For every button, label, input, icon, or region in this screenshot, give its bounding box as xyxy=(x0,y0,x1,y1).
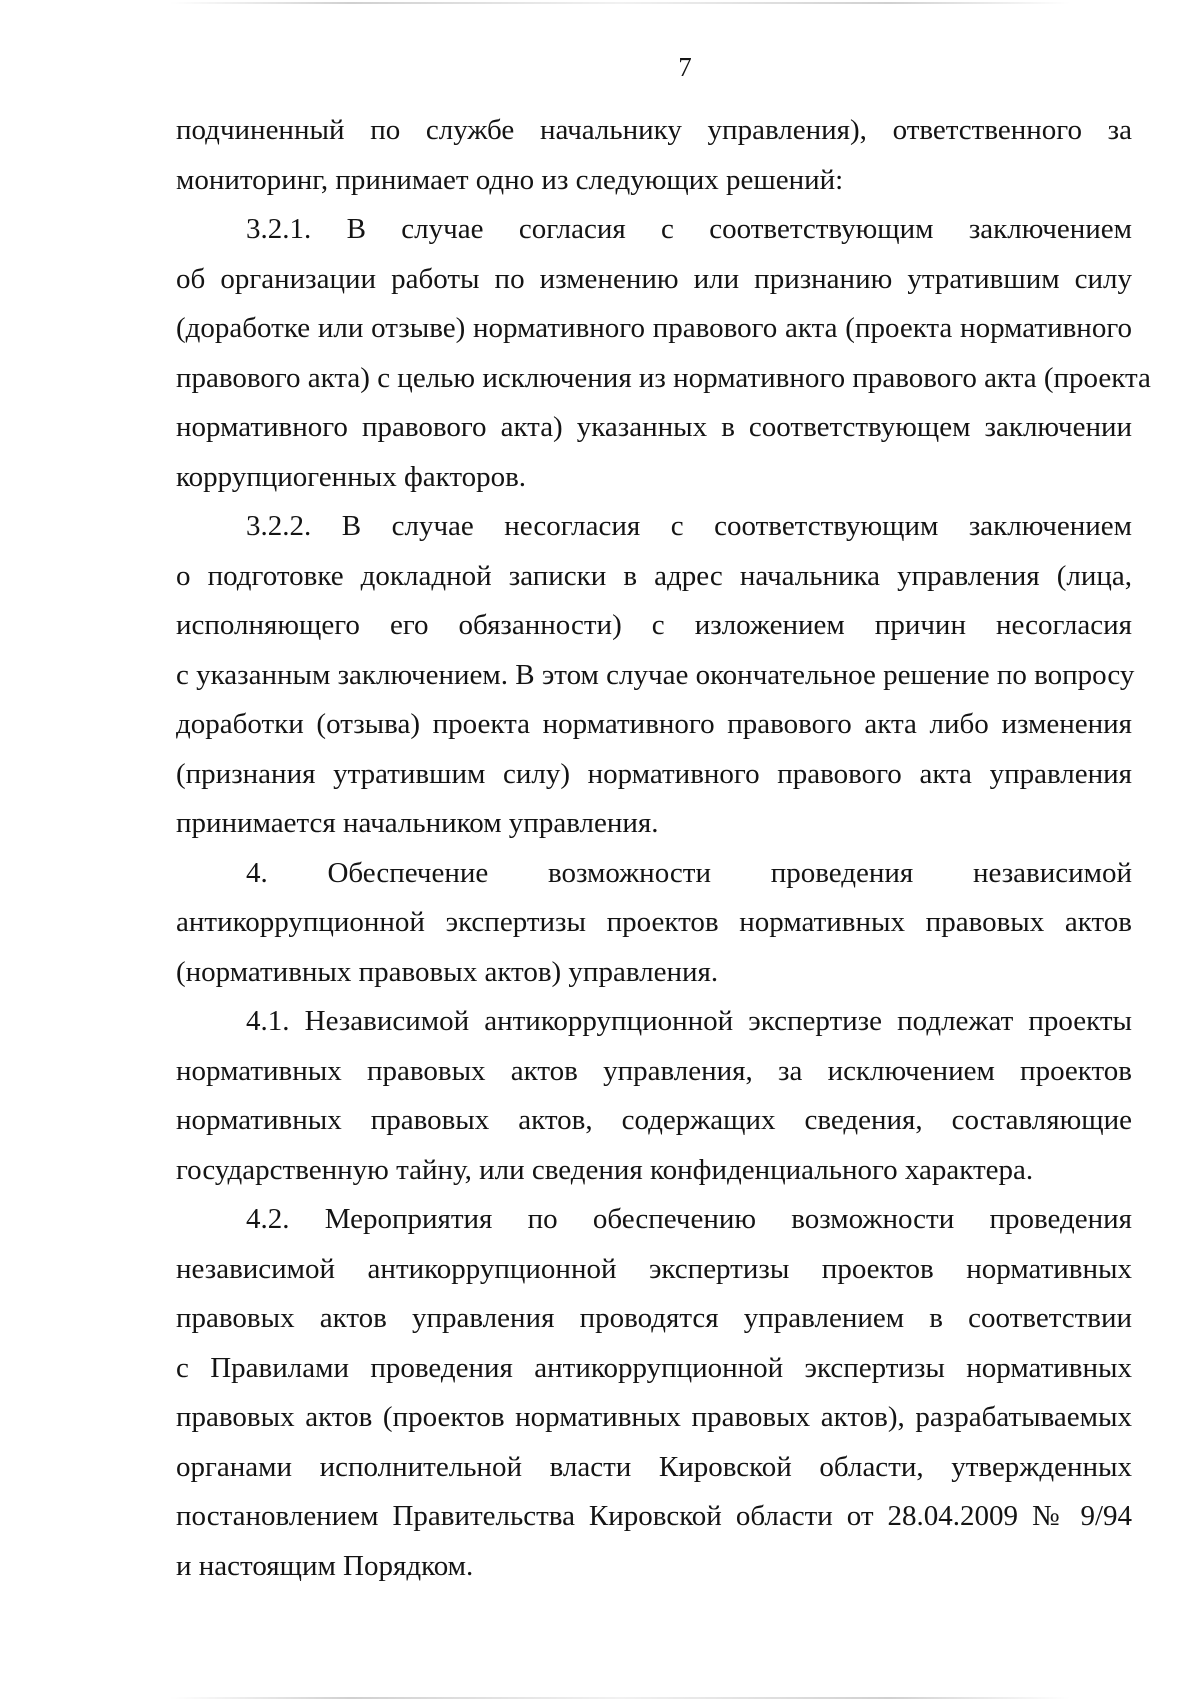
text-line: нормативных правовых актов, содержащих сведения, составляющие xyxy=(176,1104,1132,1136)
text-line: правовых актов (проектов нормативных правовых актов), разрабатываемых xyxy=(176,1401,1132,1433)
paragraph-4-2 xyxy=(176,1195,1132,1591)
text-line: независимой антикоррупционной экспертизы проектов нормативных xyxy=(176,1252,1132,1285)
text-line: постановлением Правительства Кировской области от 28.04.2009 № 9/94 xyxy=(176,1500,1132,1532)
text-line: 3.2.2. В случае несогласия с соответствующим заключением xyxy=(246,510,1132,542)
paragraph-continuation xyxy=(176,106,1132,205)
text-line: антикоррупционной экспертизы проектов нормативных правовых актов xyxy=(176,906,1132,938)
text-line: доработки (отзыва) проекта нормативного правового акта либо изменения xyxy=(176,708,1132,740)
text-line: (доработке или отзыве) нормативного правового акта (проекта нормативного xyxy=(176,312,1132,344)
document-body xyxy=(176,106,1151,1591)
text-line: подчиненный по службе начальнику управления), ответственного за xyxy=(176,114,1132,146)
scan-edge-top xyxy=(170,2,1070,4)
text-line: (признания утратившим силу) нормативного правового акта управления xyxy=(176,757,1132,790)
text-line: 4.2. Мероприятия по обеспечению возможности проведения xyxy=(246,1203,1132,1235)
text-line: правовых актов управления проводятся управлением в соответствии xyxy=(176,1302,1132,1334)
text-line: 4. Обеспечение возможности проведения независимой xyxy=(246,856,1132,889)
text-line: правового акта) с целью исключения из нормативного правового акта (проекта xyxy=(176,361,1151,394)
scan-edge-bottom xyxy=(170,1697,1070,1699)
text-line: 4.1. Независимой антикоррупционной экспертизе подлежат проекты xyxy=(246,1005,1132,1037)
text-line: принимается начальником управления. xyxy=(176,807,659,839)
text-line: о подготовке докладной записки в адрес начальника управления (лица, xyxy=(176,559,1132,592)
page-number: 7 xyxy=(678,52,692,82)
text-line: мониторинг, принимает одно из следующих решений: xyxy=(176,163,844,196)
paragraph-3-2-1 xyxy=(176,205,1151,502)
paragraph-4 xyxy=(176,849,1132,998)
text-line: и настоящим Порядком. xyxy=(176,1549,474,1582)
text-line: об организации работы по изменению или признанию утратившим силу xyxy=(176,262,1132,295)
text-line: (нормативных правовых актов) управления. xyxy=(176,955,719,988)
text-line: 3.2.1. В случае согласия с соответствующим заключением xyxy=(246,213,1132,245)
text-line: с указанным заключением. В этом случае окончательное решение по вопросу xyxy=(176,658,1135,691)
text-line: нормативного правового акта) указанных в соответствующем заключении xyxy=(176,411,1132,443)
text-line: исполняющего его обязанности) с изложением причин несогласия xyxy=(176,609,1132,641)
paragraph-3-2-2 xyxy=(176,502,1135,849)
paragraph-4-1 xyxy=(176,997,1132,1195)
text-line: коррупциогенных факторов. xyxy=(176,460,527,493)
text-line: органами исполнительной власти Кировской области, утвержденных xyxy=(176,1450,1132,1483)
text-line: государственную тайну, или сведения конфиденциального характера. xyxy=(176,1153,1034,1186)
text-line: нормативных правовых актов управления, за исключением проектов xyxy=(176,1054,1132,1087)
text-line: с Правилами проведения антикоррупционной экспертизы нормативных xyxy=(176,1351,1132,1384)
